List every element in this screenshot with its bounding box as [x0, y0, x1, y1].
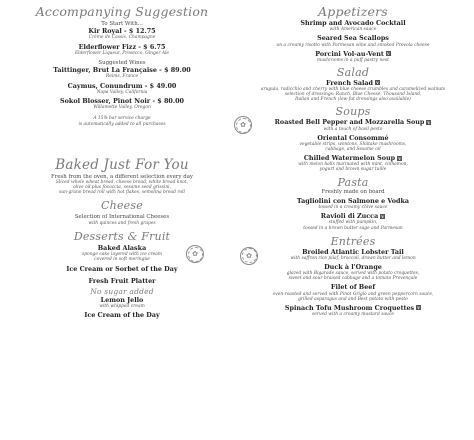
baked-subtitle: Fresh from the oven, a different selection every day [51, 173, 193, 180]
lemon-jello-name: Lemon Jello [100, 295, 144, 304]
baked-alaska-desc-2: covered in soft meringue [94, 257, 150, 263]
vegetarian-icon: V [375, 80, 380, 86]
desserts-heading: Desserts & Fruit [73, 230, 171, 244]
service-note-2: is automatically added to all purchases [78, 121, 166, 127]
watermelon-soup-label: Chilled Watermelon Soup [303, 154, 396, 163]
duck-desc-2: sweet and sour braised cabbage and a tomato Provençale [288, 276, 418, 282]
vegetarian-icon: V [427, 119, 431, 125]
sokol-desc: Willamette Valley, Oregon [93, 105, 151, 111]
elderflower-desc: Elderflower Liqueur, Prosecco, Ginger Ale [74, 51, 170, 56]
consomme-desc-1: vegetable strips, wontons, Shiitake mushrooms, [299, 141, 407, 147]
french-salad-label: French Salad [325, 78, 374, 87]
tagliolini-desc: tossed in a creamy chive sauce [318, 205, 388, 211]
lobster-desc: with saffron rice pilaf, broccoli, drawn butter and lemon [290, 255, 416, 261]
ravioli-desc-2: tossed in a brown butter sage and Parmesan [303, 225, 403, 231]
filet-desc-1: oven-roasted and served with Pinot Grigio and green peppercorn sauce, [272, 291, 434, 297]
french-salad-name [240, 80, 466, 87]
consomme-desc-2: cabbage, and Sesame oil [325, 146, 381, 152]
shrimp-desc: with American sauce [329, 27, 377, 33]
filet-name: Filet of Beef [330, 283, 376, 292]
baked-alaska-desc-1: sponge cake layered with ice cream [81, 252, 163, 258]
baked-desc-2: olive oil plus focaccia, sesame seed grissini, [73, 185, 171, 191]
ravioli-label: Ravioli di Zucca [320, 212, 379, 221]
roasted-pepper-soup-desc: with a touch of basil pesto [323, 126, 383, 132]
accompanying-heading: Accompanying Suggestion [35, 4, 209, 19]
caymus-desc: Napa Valley, California [96, 90, 148, 96]
lemon-jello-desc: with whipped cream [99, 304, 145, 310]
taittinger-name: Taittinger, Brut La Française - $ 89.00 [53, 65, 191, 74]
duck-name: Duck à l'Orange [324, 262, 382, 271]
sokol-name: Sokol Blosser, Pinot Noir - $ 80.00 [60, 97, 184, 106]
vegetarian-icon: V [398, 155, 402, 161]
spinach-croquettes-name [240, 305, 466, 312]
chefs-seal-icon: ✿ [240, 247, 258, 265]
cheese-desc: with quinces and fresh grapes [88, 220, 156, 226]
roasted-pepper-soup-name [240, 119, 466, 126]
french-salad-desc-3: Italian and French (low-fat dressings also available) [295, 97, 411, 103]
baked-desc-1: Sliced whole wheat bread, cheese bread, white bread knot, [55, 180, 189, 186]
french-salad-desc-1: arugula, radicchio and cherry with blue cheese crumbles and caramelized walnuts [260, 87, 446, 93]
vegetarian-icon: V [417, 305, 421, 311]
vegetarian-icon: V [386, 51, 390, 57]
vegetarian-icon: V [381, 213, 385, 219]
scallops-desc: on a creamy risotto with Parmesan wine and smoked Provola cheese [276, 42, 430, 48]
tagliolini-name: Tagliolini con Salmone e Vodka [296, 196, 410, 205]
fresh-fruit-platter: Fresh Fruit Platter [88, 276, 156, 285]
right-column [240, 0, 466, 317]
kir-royal-desc: Crème de Cassis, Champagne [88, 34, 156, 40]
appetizers-heading: Appetizers [318, 4, 388, 19]
ravioli-desc-1: stuffed with pumpkin, [328, 220, 378, 226]
spinach-croquettes-desc: served with a creamy mustard sauce [312, 311, 394, 317]
chefs-seal-icon: ✿ [186, 245, 204, 263]
caymus-name: Caymus, Conundrum - $ 49.00 [67, 81, 177, 90]
pasta-subtitle: Freshly made on board [321, 189, 385, 196]
consomme-name: Oriental Consommé [317, 133, 389, 142]
porcini-name [240, 51, 466, 58]
porcini-desc: mushrooms in a puff pastry nest [317, 57, 389, 63]
filet-desc-2: grilled asparagus and and Best potato with pesto [298, 296, 408, 302]
salad-heading: Salad [336, 65, 370, 79]
soups-heading: Soups [335, 105, 371, 119]
watermelon-soup-name [240, 155, 466, 162]
entrees-heading: Entrées [330, 234, 376, 248]
french-salad-desc-2: selection of dressings: Ranch, Blue Cheese, Thousand Island, [284, 92, 422, 98]
roasted-pepper-soup-label: Roasted Bell Pepper and Mozzarella Soup [274, 118, 425, 127]
scallops-name: Seared Sea Scallops [317, 34, 389, 43]
ice-cream-sorbet: Ice Cream or Sorbet of the Day [66, 265, 178, 274]
elderflower-name: Elderflower Fizz - $ 6.75 [78, 42, 166, 51]
to-start-label: To Start With... [101, 21, 143, 27]
spinach-croquettes-label: Spinach Tofu Mushroom Croquettes [284, 303, 415, 312]
duck-desc-1: glazed with Bigarade sauce, served with potato croquettes, [286, 271, 420, 277]
kir-royal-name: Kir Royal - $ 12.75 [88, 26, 156, 35]
cheese-item: Selection of International Cheeses [74, 214, 170, 221]
pasta-heading: Pasta [337, 176, 369, 190]
no-sugar-heading: No sugar added [90, 286, 154, 296]
cheese-heading: Cheese [101, 199, 143, 213]
service-note-1: A 15% bar service charge [93, 116, 151, 122]
watermelon-soup-desc-2: yogurt and brown sugar tuille [319, 167, 387, 173]
baked-desc-3: sun-grano bread roll with hot flakes, semolina bread roll [59, 190, 185, 196]
chefs-seal-icon: ✿ [234, 116, 252, 134]
baked-heading: Baked Just For You [55, 156, 189, 173]
taittinger-desc: Reims, France [105, 73, 139, 79]
ravioli-name [240, 213, 466, 220]
baked-alaska-name: Baked Alaska [97, 244, 147, 253]
ice-cream-of-day: Ice Cream of the Day [84, 311, 160, 320]
left-column [8, 0, 236, 319]
watermelon-soup-desc-1: with melon balls marinated with mint, cinnamon, [298, 162, 408, 168]
suggested-wines-label: Suggested Wines [98, 60, 146, 67]
porcini-label: Porcini Vol-au-Vent [315, 49, 384, 58]
lobster-name: Broiled Atlantic Lobster Tail [302, 247, 404, 256]
shrimp-name: Shrimp and Avocado Cocktail [300, 19, 406, 27]
